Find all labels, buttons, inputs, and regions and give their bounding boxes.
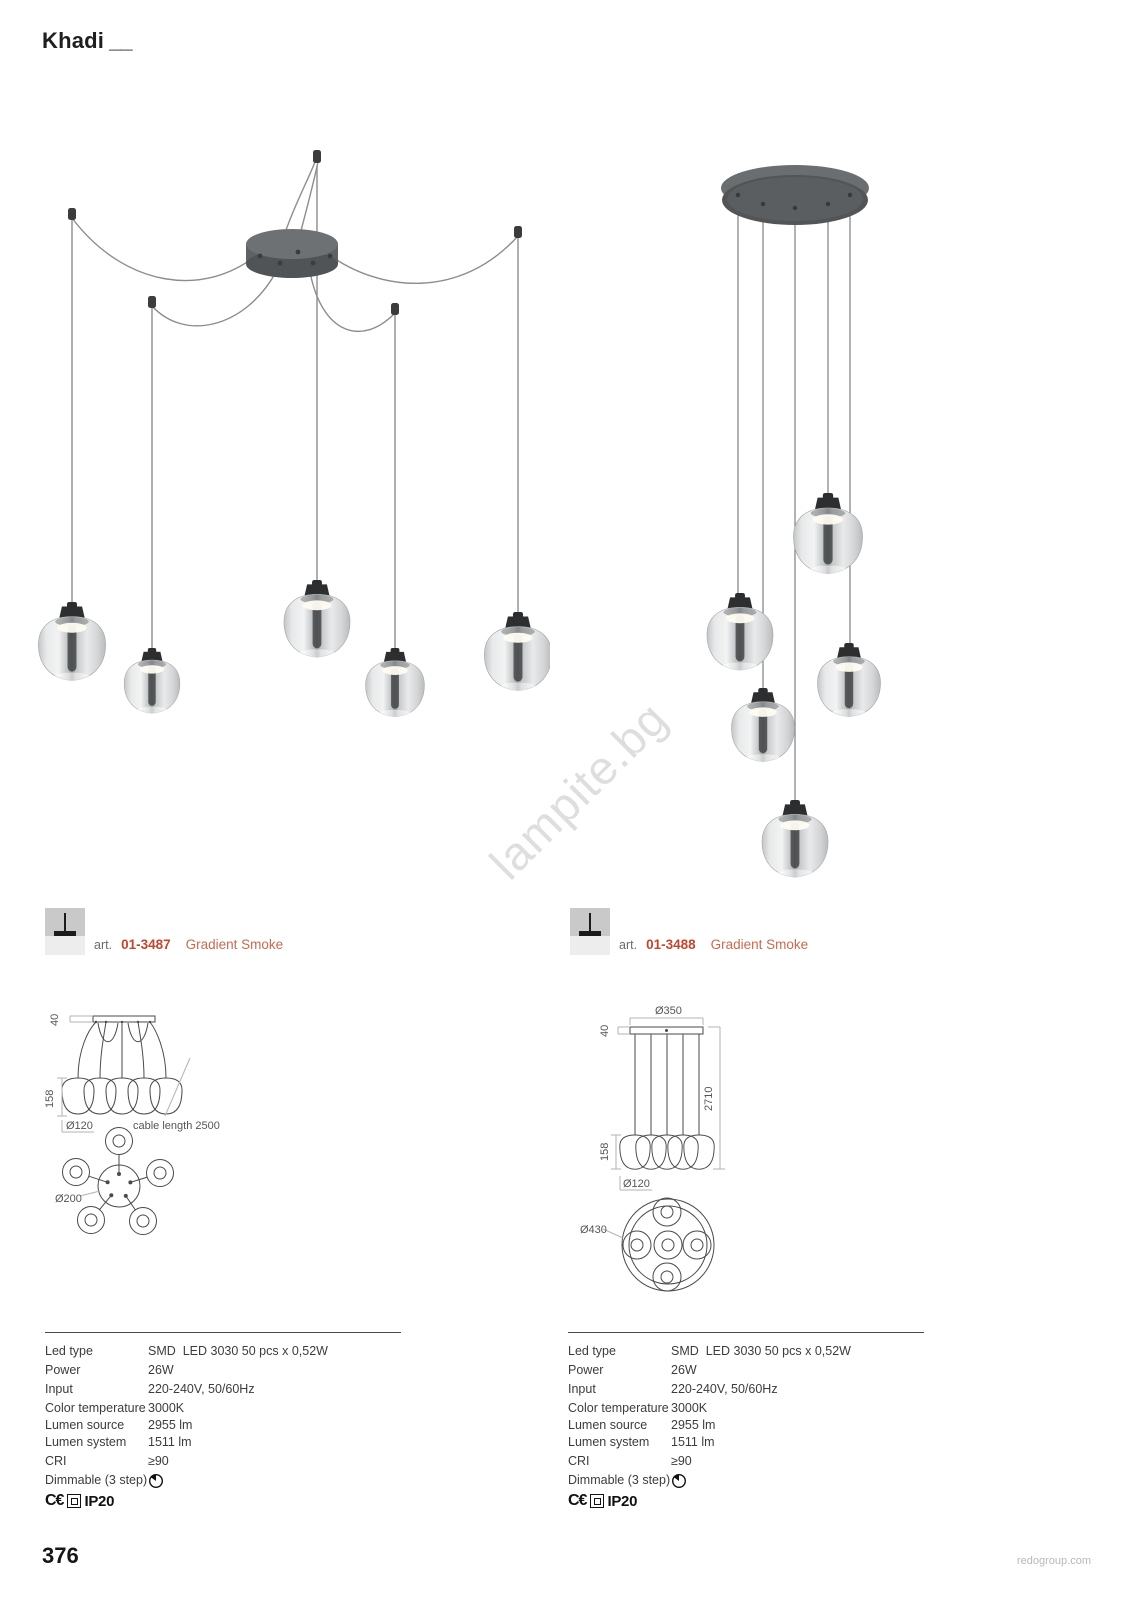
ce-mark: C€ <box>45 1492 64 1509</box>
finish-name: Gradient Smoke <box>710 937 809 952</box>
art-label: art. <box>94 938 113 952</box>
product-family-name: Khadi <box>42 28 105 53</box>
spec-row-power: Power 26W <box>45 1363 174 1377</box>
divider <box>568 1332 924 1333</box>
spec-row-lumen-system: Lumen system 1511 lm <box>568 1435 715 1449</box>
tech-drawing-01-3487 <box>40 980 360 1280</box>
spec-row-led-type: Led type SMD LED 3030 50 pcs x 0,52W <box>45 1344 328 1358</box>
spec-row-color-temperature: Color temperature 3000K <box>45 1401 185 1415</box>
spec-row-cri: CRI ≥90 <box>568 1454 692 1468</box>
ip-rating: IP20 <box>84 1492 115 1510</box>
ce-mark: C€ <box>568 1492 587 1509</box>
class-ii-icon <box>590 1494 604 1508</box>
dim-shade-height: 158 <box>599 1142 611 1161</box>
spec-table-01-3488 <box>568 1332 924 1510</box>
glass-shade <box>732 688 795 762</box>
tech-drawing-01-3488 <box>560 980 900 1310</box>
glass-shade <box>794 493 863 574</box>
dim-top-view-diameter: Ø200 <box>55 1193 82 1205</box>
spec-row-lumen-source: Lumen source 2955 lm <box>568 1418 716 1432</box>
spec-row-lumen-source: Lumen source 2955 lm <box>45 1418 193 1432</box>
spec-row-dimmable: Dimmable (3 step) <box>568 1471 924 1490</box>
spec-row-power: Power 26W <box>568 1363 697 1377</box>
spec-row-color-temperature: Color temperature 3000K <box>568 1401 708 1415</box>
watermark: lampite.bg <box>479 691 677 889</box>
spec-table-01-3487 <box>45 1332 401 1510</box>
product-photo-01-3488 <box>620 140 1030 900</box>
dim-canopy-diameter: Ø350 <box>655 1005 682 1017</box>
canopy <box>721 165 869 225</box>
glass-shade <box>762 800 828 877</box>
spec-row-cri: CRI ≥90 <box>45 1454 169 1468</box>
glass-shade <box>818 643 881 717</box>
spec-row-dimmable: Dimmable (3 step) <box>45 1471 401 1490</box>
ip-rating: IP20 <box>607 1492 638 1510</box>
glass-shade <box>484 612 550 690</box>
canopy <box>246 229 338 278</box>
dimmer-icon <box>671 1473 687 1489</box>
dimmer-icon <box>148 1473 164 1489</box>
class-ii-icon <box>67 1494 81 1508</box>
art-number: 01-3487 <box>121 937 171 952</box>
glass-shade <box>284 580 350 657</box>
art-label: art. <box>619 938 638 952</box>
divider <box>45 1332 401 1333</box>
spec-row-input: Input 220-240V, 50/60Hz <box>568 1382 778 1396</box>
dim-canopy-height: 40 <box>599 1024 611 1037</box>
dim-canopy-height: 40 <box>49 1013 61 1026</box>
glass-shade <box>124 648 180 713</box>
dim-top-view-diameter: Ø430 <box>580 1224 607 1236</box>
spec-row-led-type: Led type SMD LED 3030 50 pcs x 0,52W <box>568 1344 851 1358</box>
certifications <box>45 1492 401 1510</box>
dim-cable-length: cable length 2500 <box>133 1120 220 1132</box>
dim-shade-diameter: Ø120 <box>623 1178 650 1190</box>
website-url: redogroup.com <box>1017 1555 1091 1567</box>
glass-shade <box>366 648 425 717</box>
glass-shade <box>38 602 105 680</box>
title-underscore: __ <box>109 28 132 53</box>
art-row-01-3487 <box>45 908 283 955</box>
pendant-type-icon <box>45 908 85 955</box>
art-row-01-3488 <box>570 908 808 955</box>
product-photo-01-3487 <box>30 140 550 790</box>
dim-shade-height: 158 <box>44 1089 56 1108</box>
art-number: 01-3488 <box>646 937 696 952</box>
dim-shade-diameter: Ø120 <box>66 1120 93 1132</box>
finish-name: Gradient Smoke <box>185 937 284 952</box>
spec-row-input: Input 220-240V, 50/60Hz <box>45 1382 255 1396</box>
dim-total-height: 2710 <box>703 1086 715 1111</box>
certifications <box>568 1492 924 1510</box>
spec-row-lumen-system: Lumen system 1511 lm <box>45 1435 192 1449</box>
page-number: 376 <box>42 1543 79 1568</box>
page-title <box>42 28 132 54</box>
pendant-type-icon <box>570 908 610 955</box>
